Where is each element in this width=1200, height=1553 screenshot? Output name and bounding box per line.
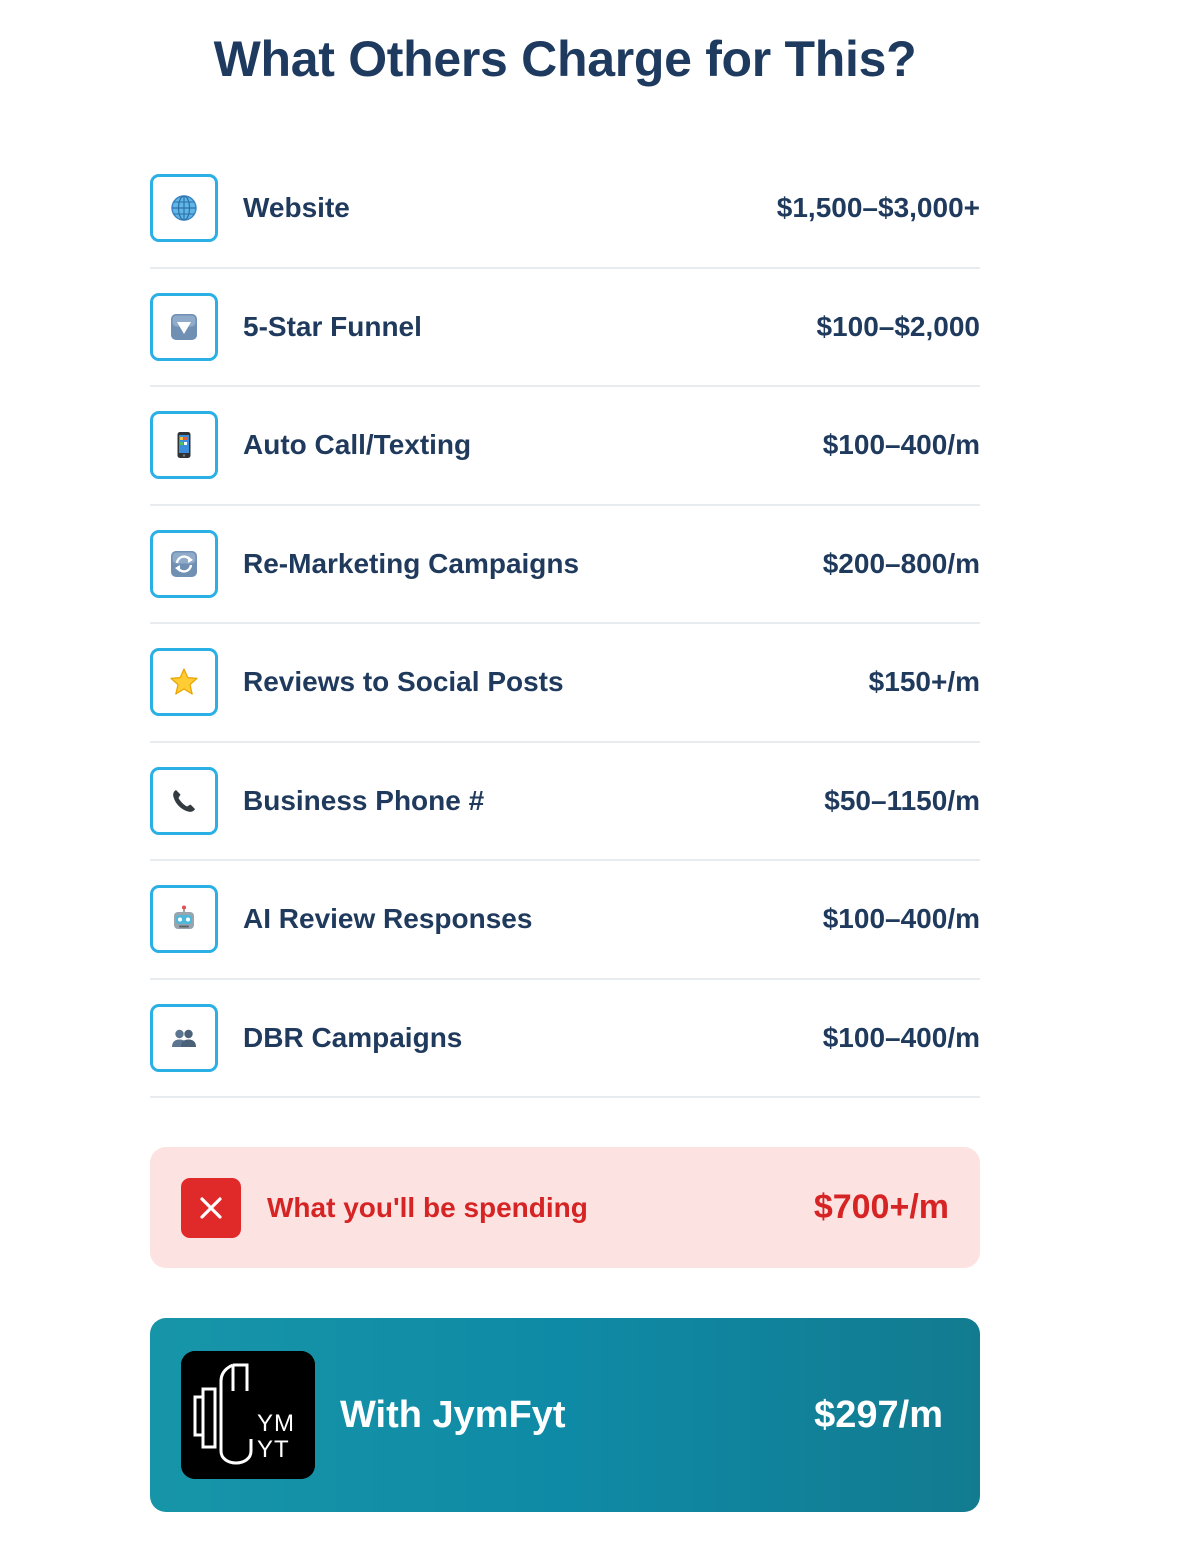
item-label: Auto Call/Texting (243, 429, 472, 461)
list-item-ai-review (150, 861, 980, 980)
item-price: $50–1150/m (824, 784, 980, 816)
item-label: AI Review Responses (243, 903, 533, 935)
jymfyt-logo (181, 1351, 315, 1479)
item-price: $100–$2,000 (816, 310, 980, 342)
item-price: $150+/m (868, 666, 980, 698)
price-list (150, 150, 980, 1098)
jymfyt-label: With JymFyt (340, 1393, 566, 1436)
list-item-funnel (150, 269, 980, 388)
item-label: 5-Star Funnel (243, 310, 422, 342)
item-price: $100–400/m (822, 1021, 980, 1053)
item-label: Re-Marketing Campaigns (243, 547, 580, 579)
item-price: $1,500–$3,000+ (776, 192, 980, 224)
item-label: Reviews to Social Posts (243, 666, 564, 698)
spending-label: What you'll be spending (267, 1191, 588, 1223)
spending-summary (150, 1147, 980, 1268)
item-label: Website (243, 192, 350, 224)
down-triangle-icon (150, 293, 218, 361)
x-icon (181, 1178, 241, 1238)
star-icon (150, 648, 218, 716)
item-price: $100–400/m (822, 429, 980, 461)
item-label: DBR Campaigns (243, 1021, 463, 1053)
robot-icon (150, 885, 218, 953)
list-item-website (150, 150, 980, 269)
page-title: What Others Charge for This? (213, 31, 917, 87)
list-item-reviews-social (150, 624, 980, 743)
item-price: $200–800/m (822, 547, 980, 579)
refresh-icon (150, 530, 218, 598)
globe-icon (150, 174, 218, 242)
item-price: $100–400/m (822, 903, 980, 935)
jymfyt-price: $297/m (814, 1393, 943, 1436)
item-label: Business Phone # (243, 784, 485, 816)
telephone-icon (150, 767, 218, 835)
list-item-business-phone (150, 743, 980, 862)
list-item-auto-call (150, 387, 980, 506)
people-icon (150, 1004, 218, 1072)
logo-text-line2: YT (257, 1436, 290, 1463)
list-item-remarketing (150, 506, 980, 625)
logo-text-line1: YM (257, 1410, 295, 1437)
jymfyt-offer (150, 1318, 980, 1512)
list-item-dbr (150, 980, 980, 1099)
spending-price: $700+/m (813, 1188, 949, 1226)
mobile-phone-icon (150, 411, 218, 479)
